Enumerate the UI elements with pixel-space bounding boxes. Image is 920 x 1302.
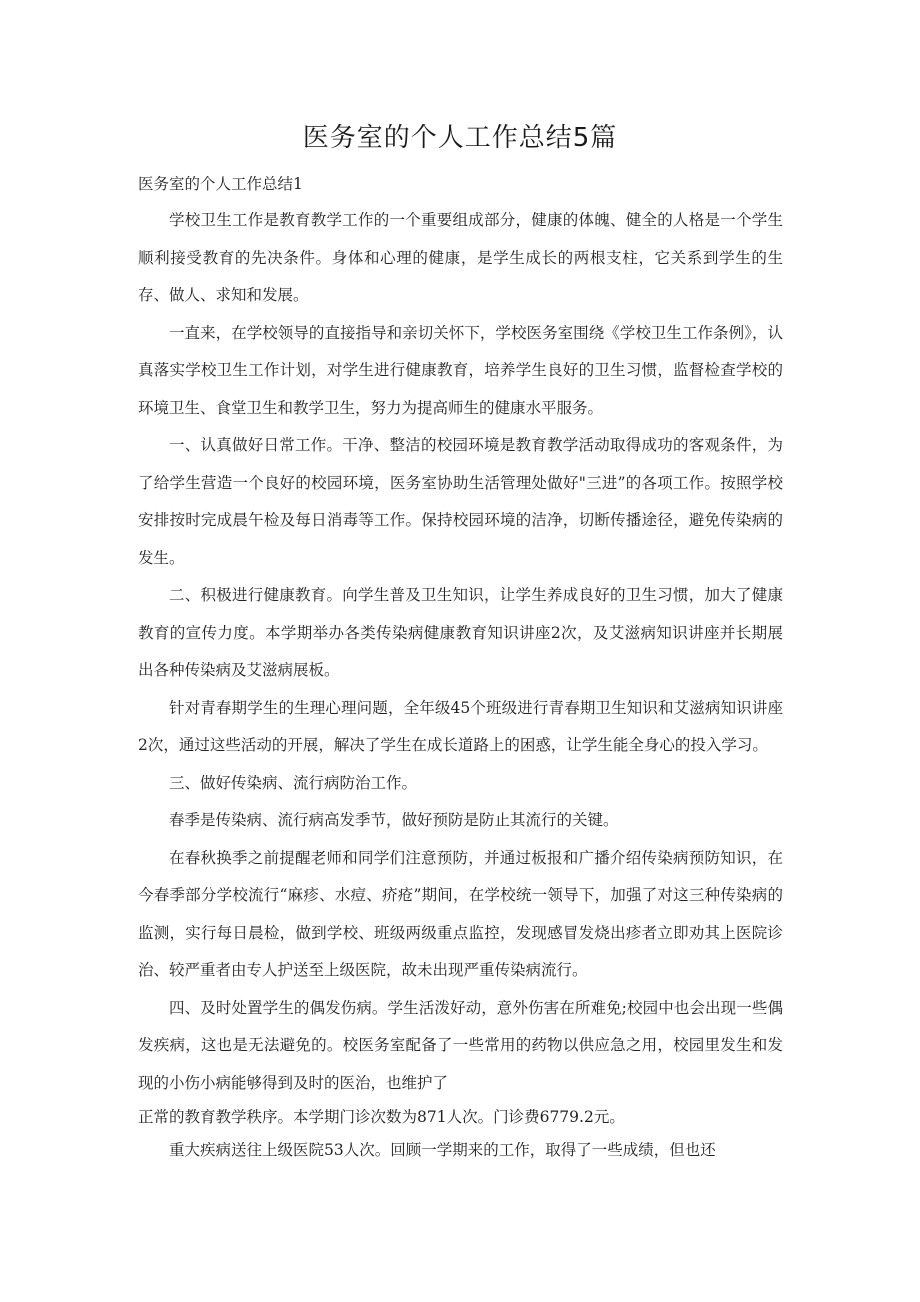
- paragraph-health-education: 二、积极进行健康教育。向学生普及卫生知识，让学生养成良好的卫生习惯，加大了健康教育的宣传力度。本学期举办各类传染病健康教育知识讲座2次，及艾滋病知识讲座并长期展出各种传染病及艾滋病展板。: [138, 586, 783, 679]
- document-title: 医务室的个人工作总结5篇: [302, 123, 618, 153]
- paragraph-spring-season: 春季是传染病、流行病高发季节，做好预防是防止其流行的关键。: [169, 811, 619, 829]
- paragraph-referrals: 重大疾病送往上级医院53人次。回顾一学期来的工作，取得了一些成绩，但也还: [169, 1141, 716, 1159]
- paragraph-puberty-lectures: 针对青春期学生的生理心理问题，全年级45个班级进行青春期卫生知识和艾滋病知识讲座2次，通过这些活动的开展，解决了学生在成长道路上的困惑，让学生能全身心的投入学习。: [138, 698, 783, 754]
- section-heading: 医务室的个人工作总结1: [138, 175, 303, 193]
- paragraph-prevention: 在春秋换季之前提醒老师和同学们注意预防，并通过板报和广播介绍传染病预防知识，在今春季部分学校流行“麻疹、水痘、疥疮”期间，在学校统一领导下，加强了对这三种传染病的监测，实行每日晨检，做到学校、班级两级重点监控，发现感冒发烧出疹者立即劝其上医院诊治、较严重者由专人护送至上级医院，故未出现严重传染病流行。: [138, 848, 783, 979]
- paragraph-overview: 一直来，在学校领导的直接指导和亲切关怀下，学校医务室围绕《学校卫生工作条例》，认真落实学校卫生工作计划，对学生进行健康教育，培养学生良好的卫生习惯，监督检查学校的环境卫生、食堂卫生和教学卫生，努力为提高师生的健康水平服务。: [138, 323, 783, 417]
- paragraph-injuries: 四、及时处置学生的偶发伤病。学生活泼好动，意外伤害在所难免;校园中也会出现一些偶发疾病，这也是无法避免的。校医务室配备了一些常用的药物以供应急之用，校园里发生和发现的小伤小病能够得到及时的医治，也维护了: [138, 998, 783, 1092]
- paragraph-epidemic-heading: 三、做好传染病、流行病防治工作。: [169, 773, 418, 792]
- paragraph-clinic-stats: 正常的教育教学秩序。本学期门诊次数为871人次。门诊费6779.2元。: [138, 1108, 625, 1126]
- document-body: [138, 202, 783, 1170]
- paragraph-intro: 学校卫生工作是教育教学工作的一个重要组成部分，健康的体魄、健全的人格是一个学生顺利接受教育的先决条件。身体和心理的健康，是学生成长的两根支柱，它关系到学生的生存、做人、求知和发展。: [138, 211, 783, 304]
- paragraph-daily-work: 一、认真做好日常工作。干净、整洁的校园环境是教育教学活动取得成功的客观条件，为了给学生营造一个良好的校园环境，医务室协助生活管理处做好"三进”的各项工作。按照学校安排按时完成晨午检及每日消毒等工作。保持校园环境的洁净，切断传播途径，避免传染病的发生。: [138, 436, 783, 567]
